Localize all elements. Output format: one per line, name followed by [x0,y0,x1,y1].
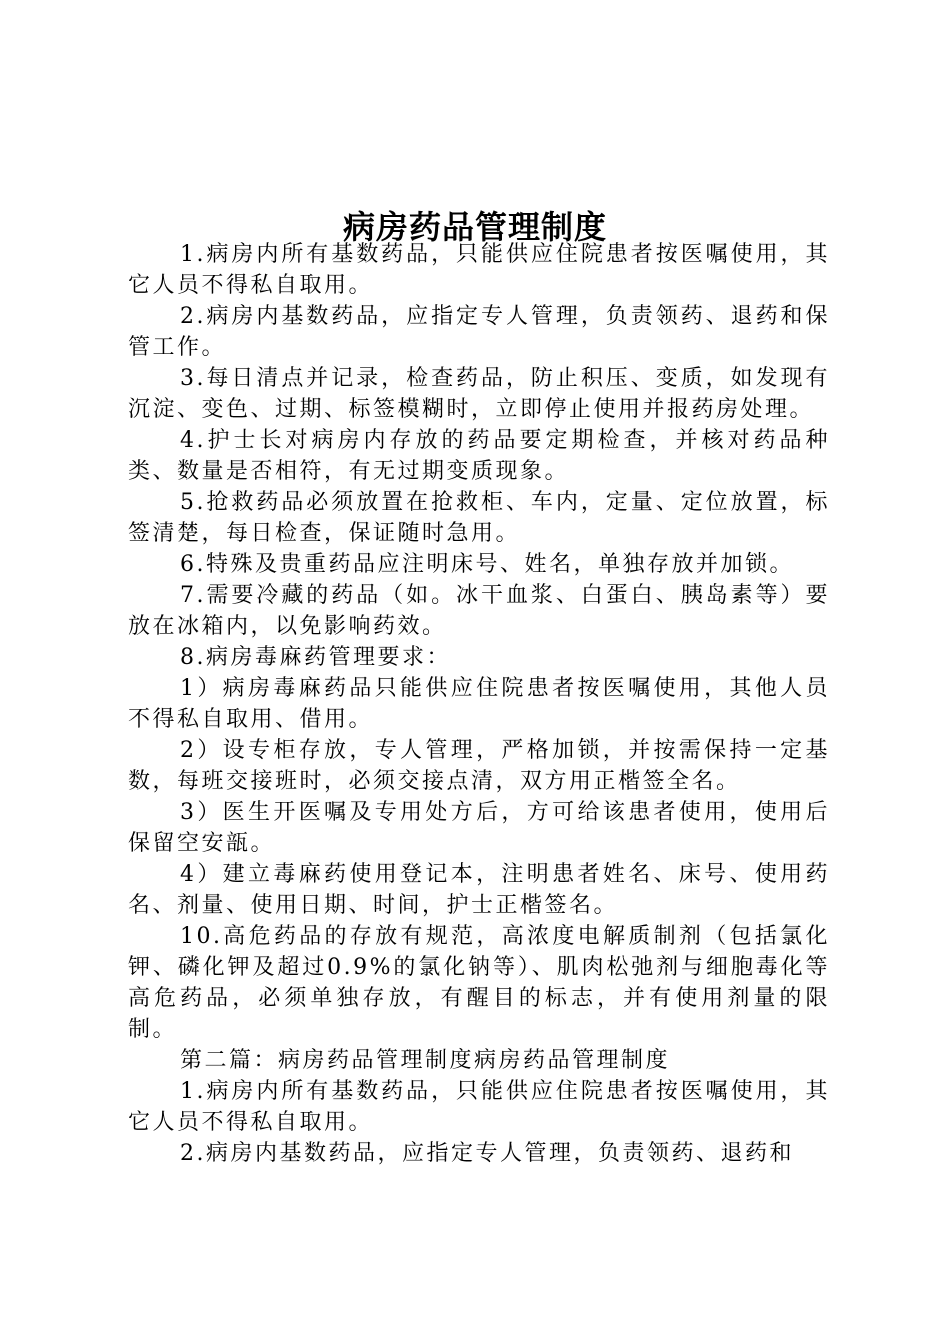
part-two-paragraph-2: 2.病房内基数药品，应指定专人管理，负责领药、退药和 [180,1141,794,1166]
sub-paragraph-4: 4）建立毒麻药使用登记本，注明患者姓名、床号、使用药名、剂量、使用日期、时间，护士正楷签名。 [128,862,830,918]
paragraph-6: 6.特殊及贵重药品应注明床号、姓名，单独存放并加锁。 [180,552,794,577]
paragraph-7: 7.需要冷藏的药品（如。冰干血浆、白蛋白、胰岛素等）要放在冰箱内，以免影响药效。 [128,583,830,639]
sub-paragraph-1: 1）病房毒麻药品只能供应住院患者按医嘱使用，其他人员不得私自取用、借用。 [128,676,830,732]
sub-paragraph-3: 3）医生开医嘱及专用处方后，方可给该患者使用，使用后保留空安瓿。 [128,800,830,856]
paragraph-8: 8.病房毒麻药管理要求： [180,645,451,670]
paragraph-4: 4.护士长对病房内存放的药品要定期检查，并核对药品种类、数量是否相符，有无过期变质现象。 [128,428,830,484]
document-body [128,239,830,1169]
paragraph-1: 1.病房内所有基数药品，只能供应住院患者按医嘱使用，其它人员不得私自取用。 [128,242,830,298]
document-title: 病房药品管理制度 [342,208,607,247]
paragraph-3: 3.每日清点并记录，检查药品，防止积压、变质，如发现有沉淀、变色、过期、标签模糊时，立即停止使用并报药房处理。 [128,366,830,422]
section-heading-part-two: 第二篇：病房药品管理制度病房药品管理制度 [180,1048,671,1073]
paragraph-2: 2.病房内基数药品，应指定专人管理，负责领药、退药和保管工作。 [128,304,830,360]
paragraph-5: 5.抢救药品必须放置在抢救柜、车内，定量、定位放置，标签清楚，每日检查，保证随时急用。 [128,490,830,546]
paragraph-10: 10.高危药品的存放有规范，高浓度电解质制剂（包括氯化钾、磷化钾及超过0.9%的氯化钠等）、肌肉松弛剂与细胞毒化等高危药品，必须单独存放，有醒目的标志，并有使用剂量的限制。 [128,924,830,1042]
part-two-paragraph-1: 1.病房内所有基数药品，只能供应住院患者按医嘱使用，其它人员不得私自取用。 [128,1079,830,1135]
sub-paragraph-2: 2）设专柜存放，专人管理，严格加锁，并按需保持一定基数，每班交接班时，必须交接点清，双方用正楷签全名。 [128,738,830,794]
